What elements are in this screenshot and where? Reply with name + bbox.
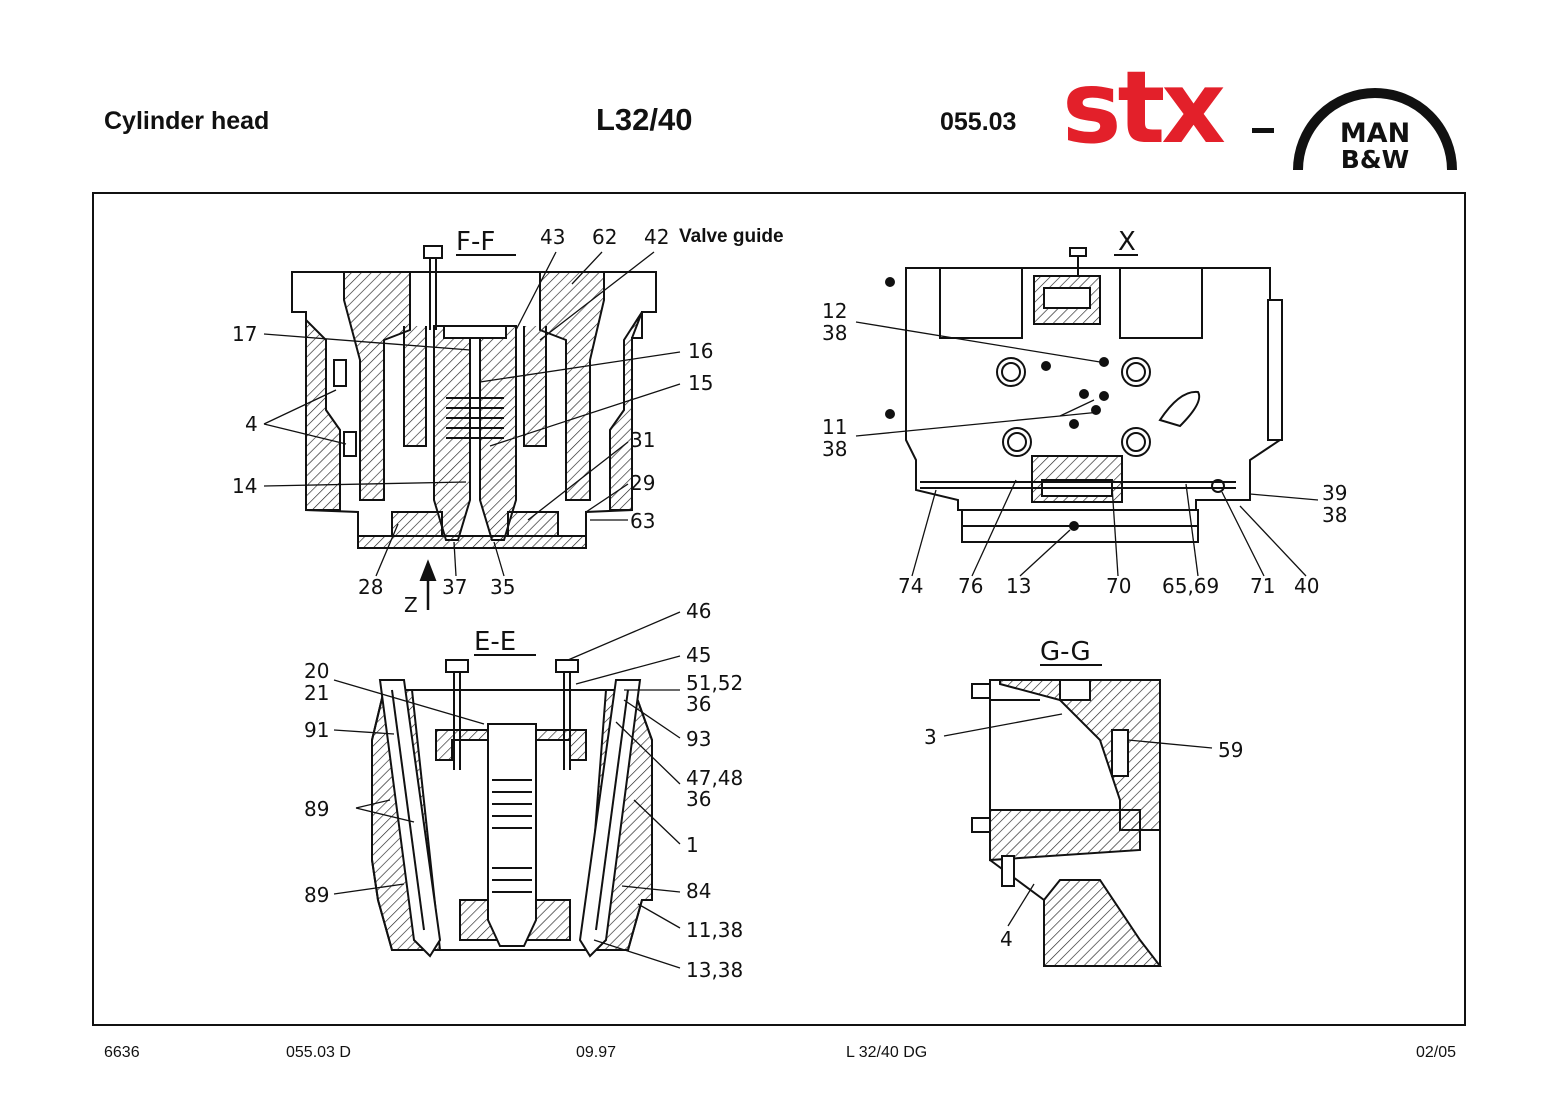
view-ff [292, 246, 656, 610]
callout: 17 [232, 322, 258, 346]
view-label-ff: F-F [456, 227, 496, 257]
callout: 38 [822, 437, 848, 461]
callout: 21 [304, 681, 330, 705]
logo-man-text: MAN [1339, 118, 1411, 149]
callout: 28 [358, 575, 384, 599]
callout: 65,69 [1162, 574, 1220, 598]
stx-logo: stx [1062, 49, 1222, 166]
callout: 36 [686, 692, 712, 716]
callout: 51,52 [686, 671, 744, 695]
section-code: 055.03 [940, 108, 1017, 136]
callout: 29 [630, 471, 656, 495]
callout: 43 [540, 225, 566, 249]
callout: 46 [686, 599, 712, 623]
callout: 91 [304, 718, 330, 742]
valve-guide-note: Valve guide [679, 226, 784, 247]
callout: 89 [304, 883, 330, 907]
view-label-ee: E-E [474, 627, 517, 657]
footer-date: 09.97 [576, 1044, 617, 1061]
callout: 42 [644, 225, 670, 249]
callout: 3 [924, 725, 937, 749]
view-x [886, 248, 1282, 542]
callout: 11 [822, 415, 848, 439]
callout: 38 [1322, 503, 1348, 527]
callout: 16 [688, 339, 714, 363]
view-ee [372, 660, 652, 956]
callout: 39 [1322, 481, 1348, 505]
callout: 13,38 [686, 958, 744, 982]
callout: 71 [1250, 574, 1276, 598]
footer-doc: 055.03 D [286, 1044, 351, 1061]
callout: 76 [958, 574, 984, 598]
callout: 20 [304, 659, 330, 683]
arrow-z-label: Z [404, 593, 418, 617]
callout: 74 [898, 574, 924, 598]
callout: 40 [1294, 574, 1320, 598]
callout: 11,38 [686, 918, 744, 942]
view-label-gg: G-G [1040, 637, 1091, 667]
callout: 45 [686, 643, 712, 667]
callout: 93 [686, 727, 712, 751]
callout: 1 [686, 833, 699, 857]
callout: 12 [822, 299, 848, 323]
callout: 15 [688, 371, 714, 395]
view-gg [972, 680, 1160, 966]
engine-model: L32/40 [596, 102, 693, 137]
callout: 13 [1006, 574, 1032, 598]
callout: 37 [442, 575, 468, 599]
callout: 89 [304, 797, 330, 821]
callout: 36 [686, 787, 712, 811]
callout: 84 [686, 879, 712, 903]
view-label-x: X [1118, 227, 1136, 257]
callout: 38 [822, 321, 848, 345]
callout: 35 [490, 575, 516, 599]
footer-page: 02/05 [1416, 1044, 1457, 1061]
callout: 70 [1106, 574, 1132, 598]
callout: 47,48 [686, 766, 744, 790]
logo-bw-text: B&W [1340, 145, 1410, 172]
footer-number: 6636 [104, 1044, 140, 1061]
footer-engine: L 32/40 DG [846, 1044, 928, 1061]
callout: 4 [1000, 927, 1013, 951]
page-title: Cylinder head [104, 107, 270, 135]
callout: 62 [592, 225, 618, 249]
callout: 14 [232, 474, 258, 498]
callout: 63 [630, 509, 656, 533]
callout: 4 [245, 412, 258, 436]
callout: 31 [630, 428, 656, 452]
callout: 59 [1218, 738, 1244, 762]
